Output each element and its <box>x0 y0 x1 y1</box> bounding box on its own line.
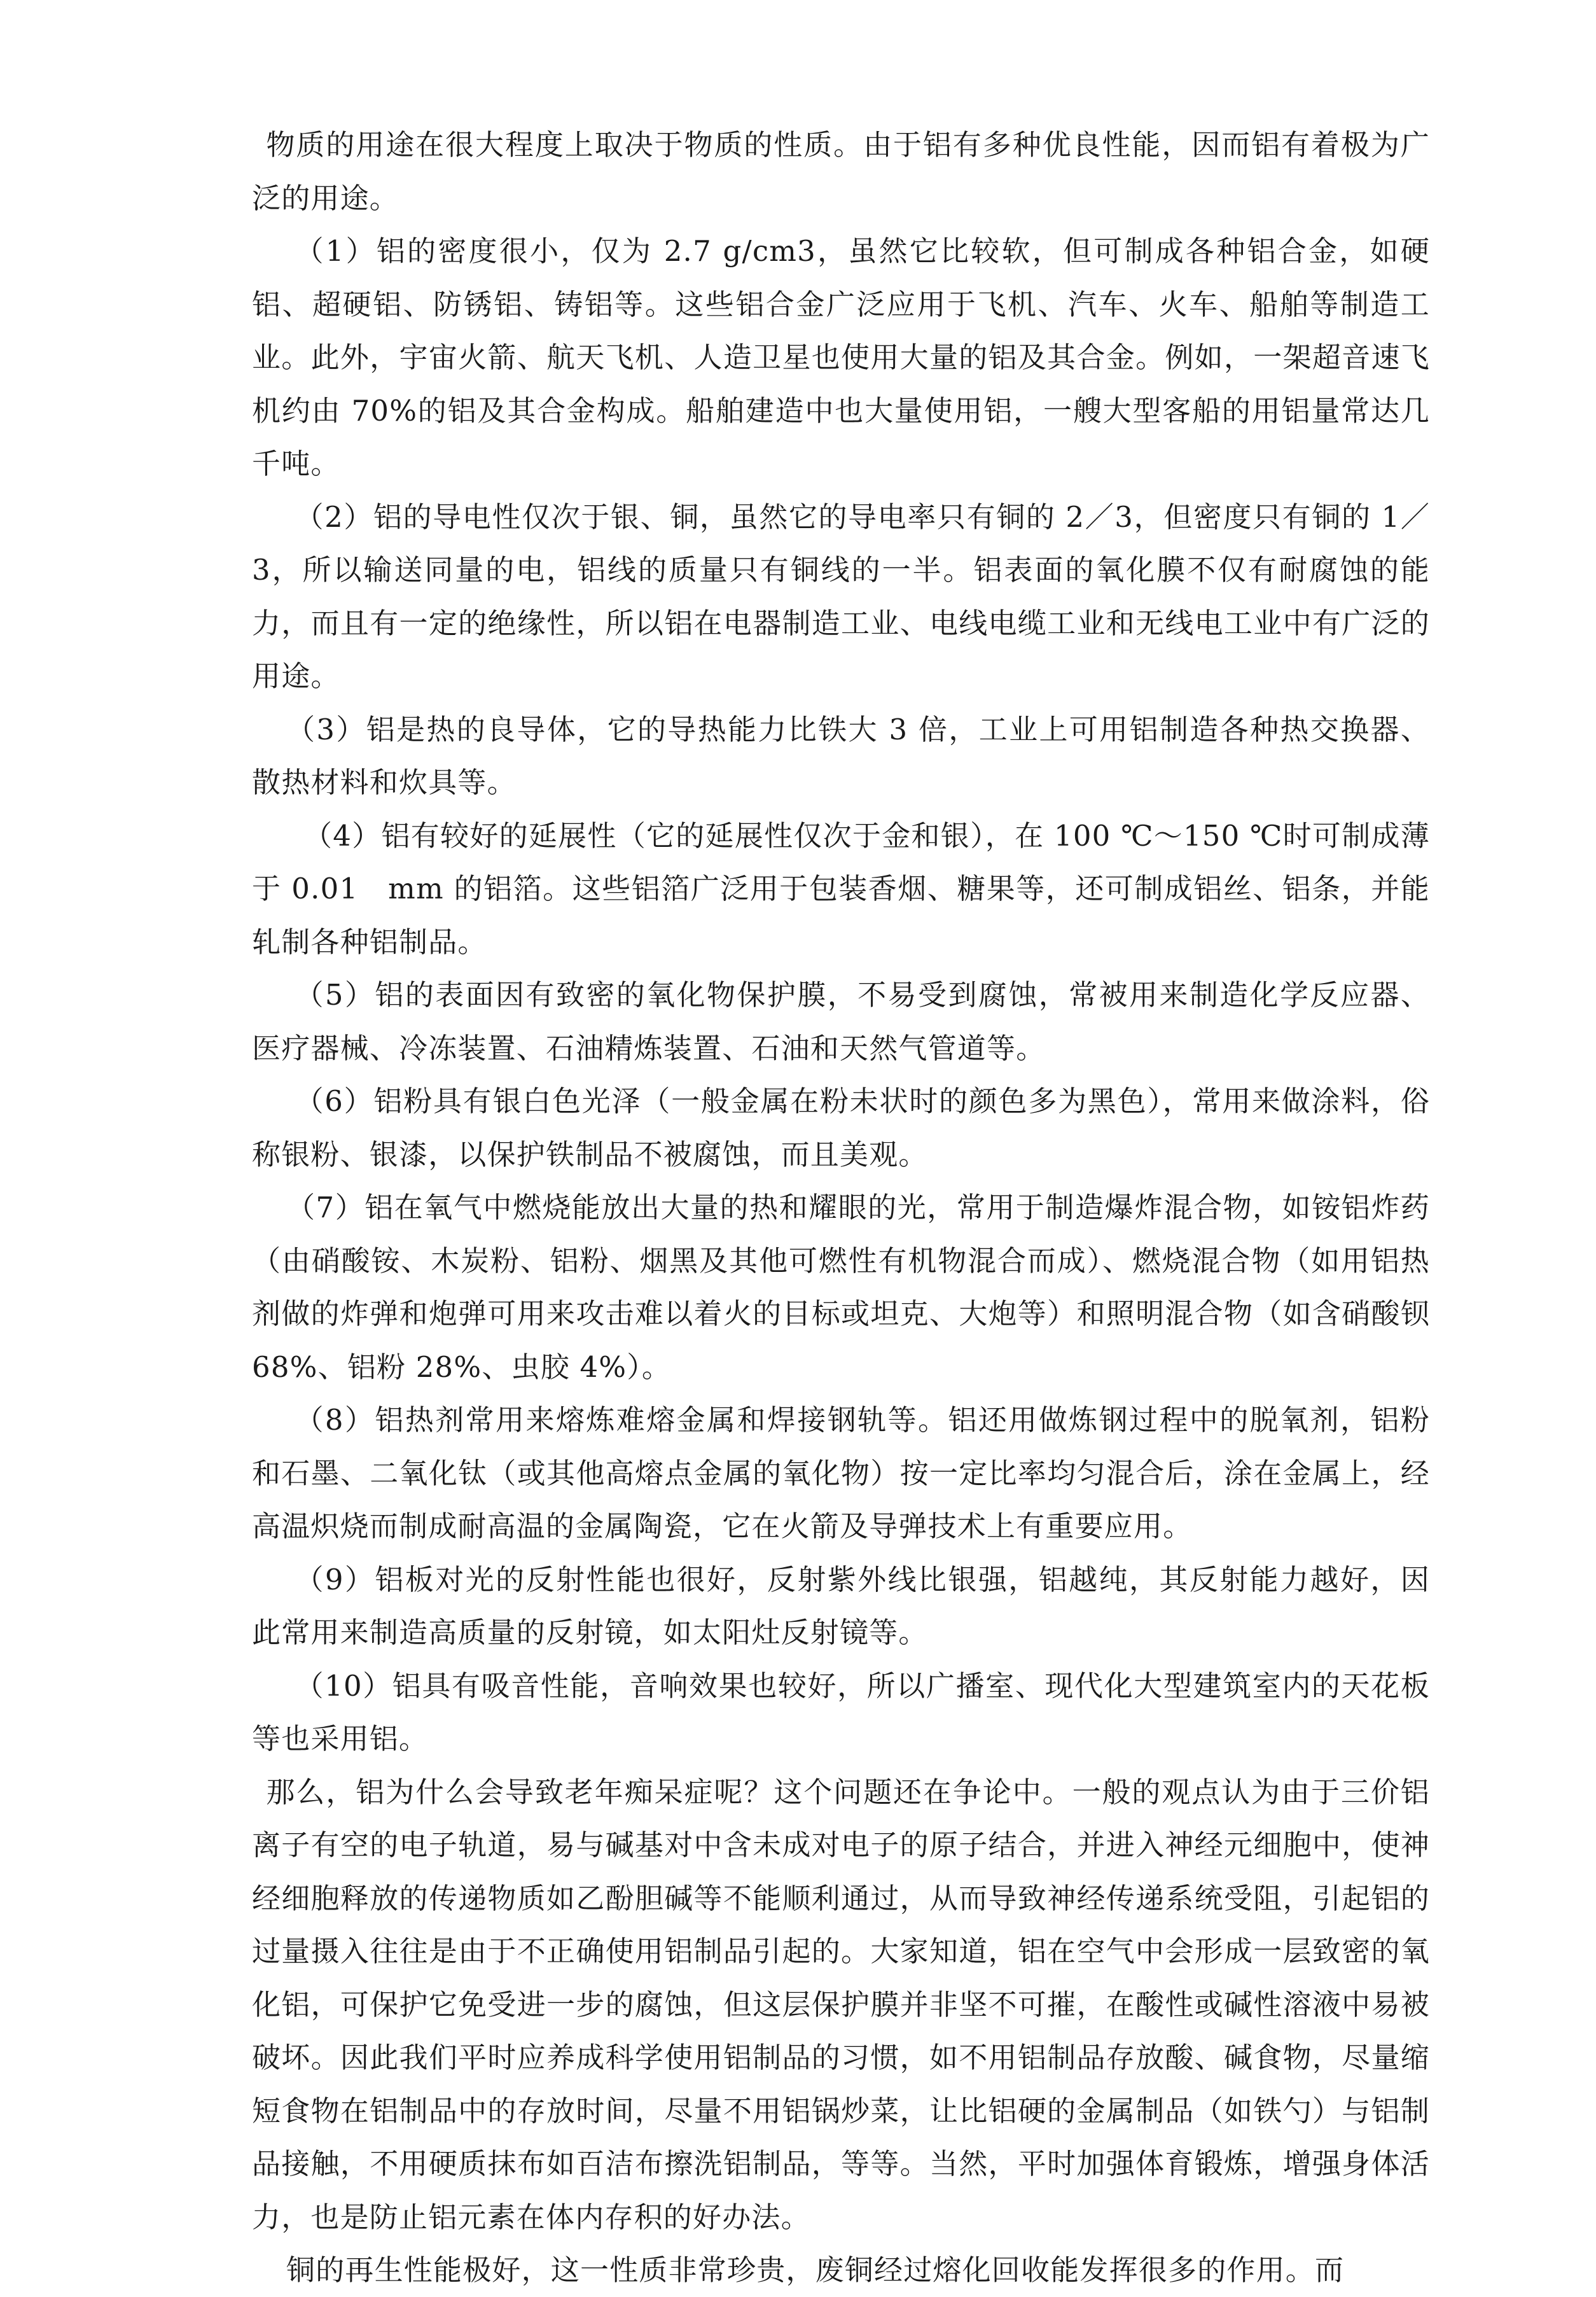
paragraph-use-10: （10）铝具有吸音性能，音响效果也较好，所以广播室、现代化大型建筑室内的天花板等也采用铝。 <box>252 1668 1430 1756</box>
paragraph-use-5: （5）铝的表面因有致密的氧化物保护膜，不易受到腐蚀，常被用来制造化学反应器、医疗器械、冷冻装置、石油精炼装置、石油和天然气管道等。 <box>252 978 1430 1065</box>
paragraph-use-2: （2）铝的导电性仅次于银、铜，虽然它的导电率只有铜的 2／3，但密度只有铜的 1／3，所以输送同量的电，铝线的质量只有铜线的一半。铝表面的氧化膜不仅有耐腐蚀的能力，而且有一定的绝缘性，所以铝在电器制造工业、电线电缆工业和无线电工业中有广泛的用途。 <box>252 499 1430 693</box>
paragraph-use-1: （1）铝的密度很小，仅为 2.7 g/cm3，虽然它比较软，但可制成各种铝合金，如硬铝、超硬铝、防锈铝、铸铝等。这些铝合金广泛应用于飞机、汽车、火车、船舶等制造工业。此外，宇宙火箭、航天飞机、人造卫星也使用大量的铝及其合金。例如，一架超音速飞机约由 70%的铝及其合金构成。船舶建造中也大量使用铝，一艘大型客船的用铝量常达几千吨。 <box>252 234 1430 480</box>
paragraph-use-9: （9）铝板对光的反射性能也很好，反射紫外线比银强，铝越纯，其反射能力越好，因此常用来制造高质量的反射镜，如太阳灶反射镜等。 <box>252 1562 1430 1649</box>
paragraph-use-6: （6）铝粉具有银白色光泽（一般金属在粉未状时的颜色多为黑色），常用来做涂料，俗称银粉、银漆，以保护铁制品不被腐蚀，而且美观。 <box>252 1084 1430 1171</box>
paragraph-alzheimer: 那么，铝为什么会导致老年痴呆症呢？这个问题还在争论中。一般的观点认为由于三价铝离子有空的电子轨道，易与碱基对中含未成对电子的原子结合，并进入神经元细胞中，使神经细胞释放的传递物质如乙酚胆碱等不能顺利通过，从而导致神经传递系统受阻，引起铝的过量摄入往往是由于不正确使用铝制品引起的。大家知道，铝在空气中会形成一层致密的氧化铝，可保护它免受进一步的腐蚀，但这层保护膜并非坚不可摧，在酸性或碱性溶液中易被破坏。因此我们平时应养成科学使用铝制品的习惯，如不用铝制品存放酸、碱食物，尽量缩短食物在铝制品中的存放时间，尽量不用铝锅炒菜，让比铝硬的金属制品（如铁勺）与铝制品接触，不用硬质抹布如百洁布擦洗铝制品，等等。当然，平时加强体育锻炼，增强身体活力，也是防止铝元素在体内存积的好办法。 <box>252 1775 1430 2234</box>
document-body <box>252 118 1430 2297</box>
paragraph-use-4: （4）铝有较好的延展性（它的延展性仅次于金和银），在 100 ℃～150 ℃时可制成薄于 0.01 mm 的铝箔。这些铝箔广泛用于包装香烟、糖果等，还可制成铝丝、铝条，并能轧制各种铝制品。 <box>252 818 1430 959</box>
paragraph-copper: 铜的再生性能极好，这一性质非常珍贵，废铜经过熔化回收能发挥很多的作用。而 <box>286 2253 1345 2287</box>
paragraph-use-3: （3）铝是热的良导体，它的导热能力比铁大 3 倍，工业上可用铝制造各种热交换器、散热材料和炊具等。 <box>252 712 1430 799</box>
paragraph-use-8: （8）铝热剂常用来熔炼难熔金属和焊接钢轨等。铝还用做炼钢过程中的脱氧剂，铝粉和石墨、二氧化钛（或其他高熔点金属的氧化物）按一定比率均匀混合后，涂在金属上，经高温炽烧而制成耐高温的金属陶瓷，它在火箭及导弹技术上有重要应用。 <box>252 1403 1430 1543</box>
paragraph-use-7: （7）铝在氧气中燃烧能放出大量的热和耀眼的光，常用于制造爆炸混合物，如铵铝炸药（由硝酸铵、木炭粉、铝粉、烟黑及其他可燃性有机物混合而成）、燃烧混合物（如用铝热剂做的炸弹和炮弹可用来攻击难以着火的目标或坦克、大炮等）和照明混合物（如含硝酸钡 68%、铝粉 28%、虫胶 4%）。 <box>252 1190 1430 1384</box>
intro-paragraph: 物质的用途在很大程度上取决于物质的性质。由于铝有多种优良性能，因而铝有着极为广泛的用途。 <box>252 128 1430 215</box>
